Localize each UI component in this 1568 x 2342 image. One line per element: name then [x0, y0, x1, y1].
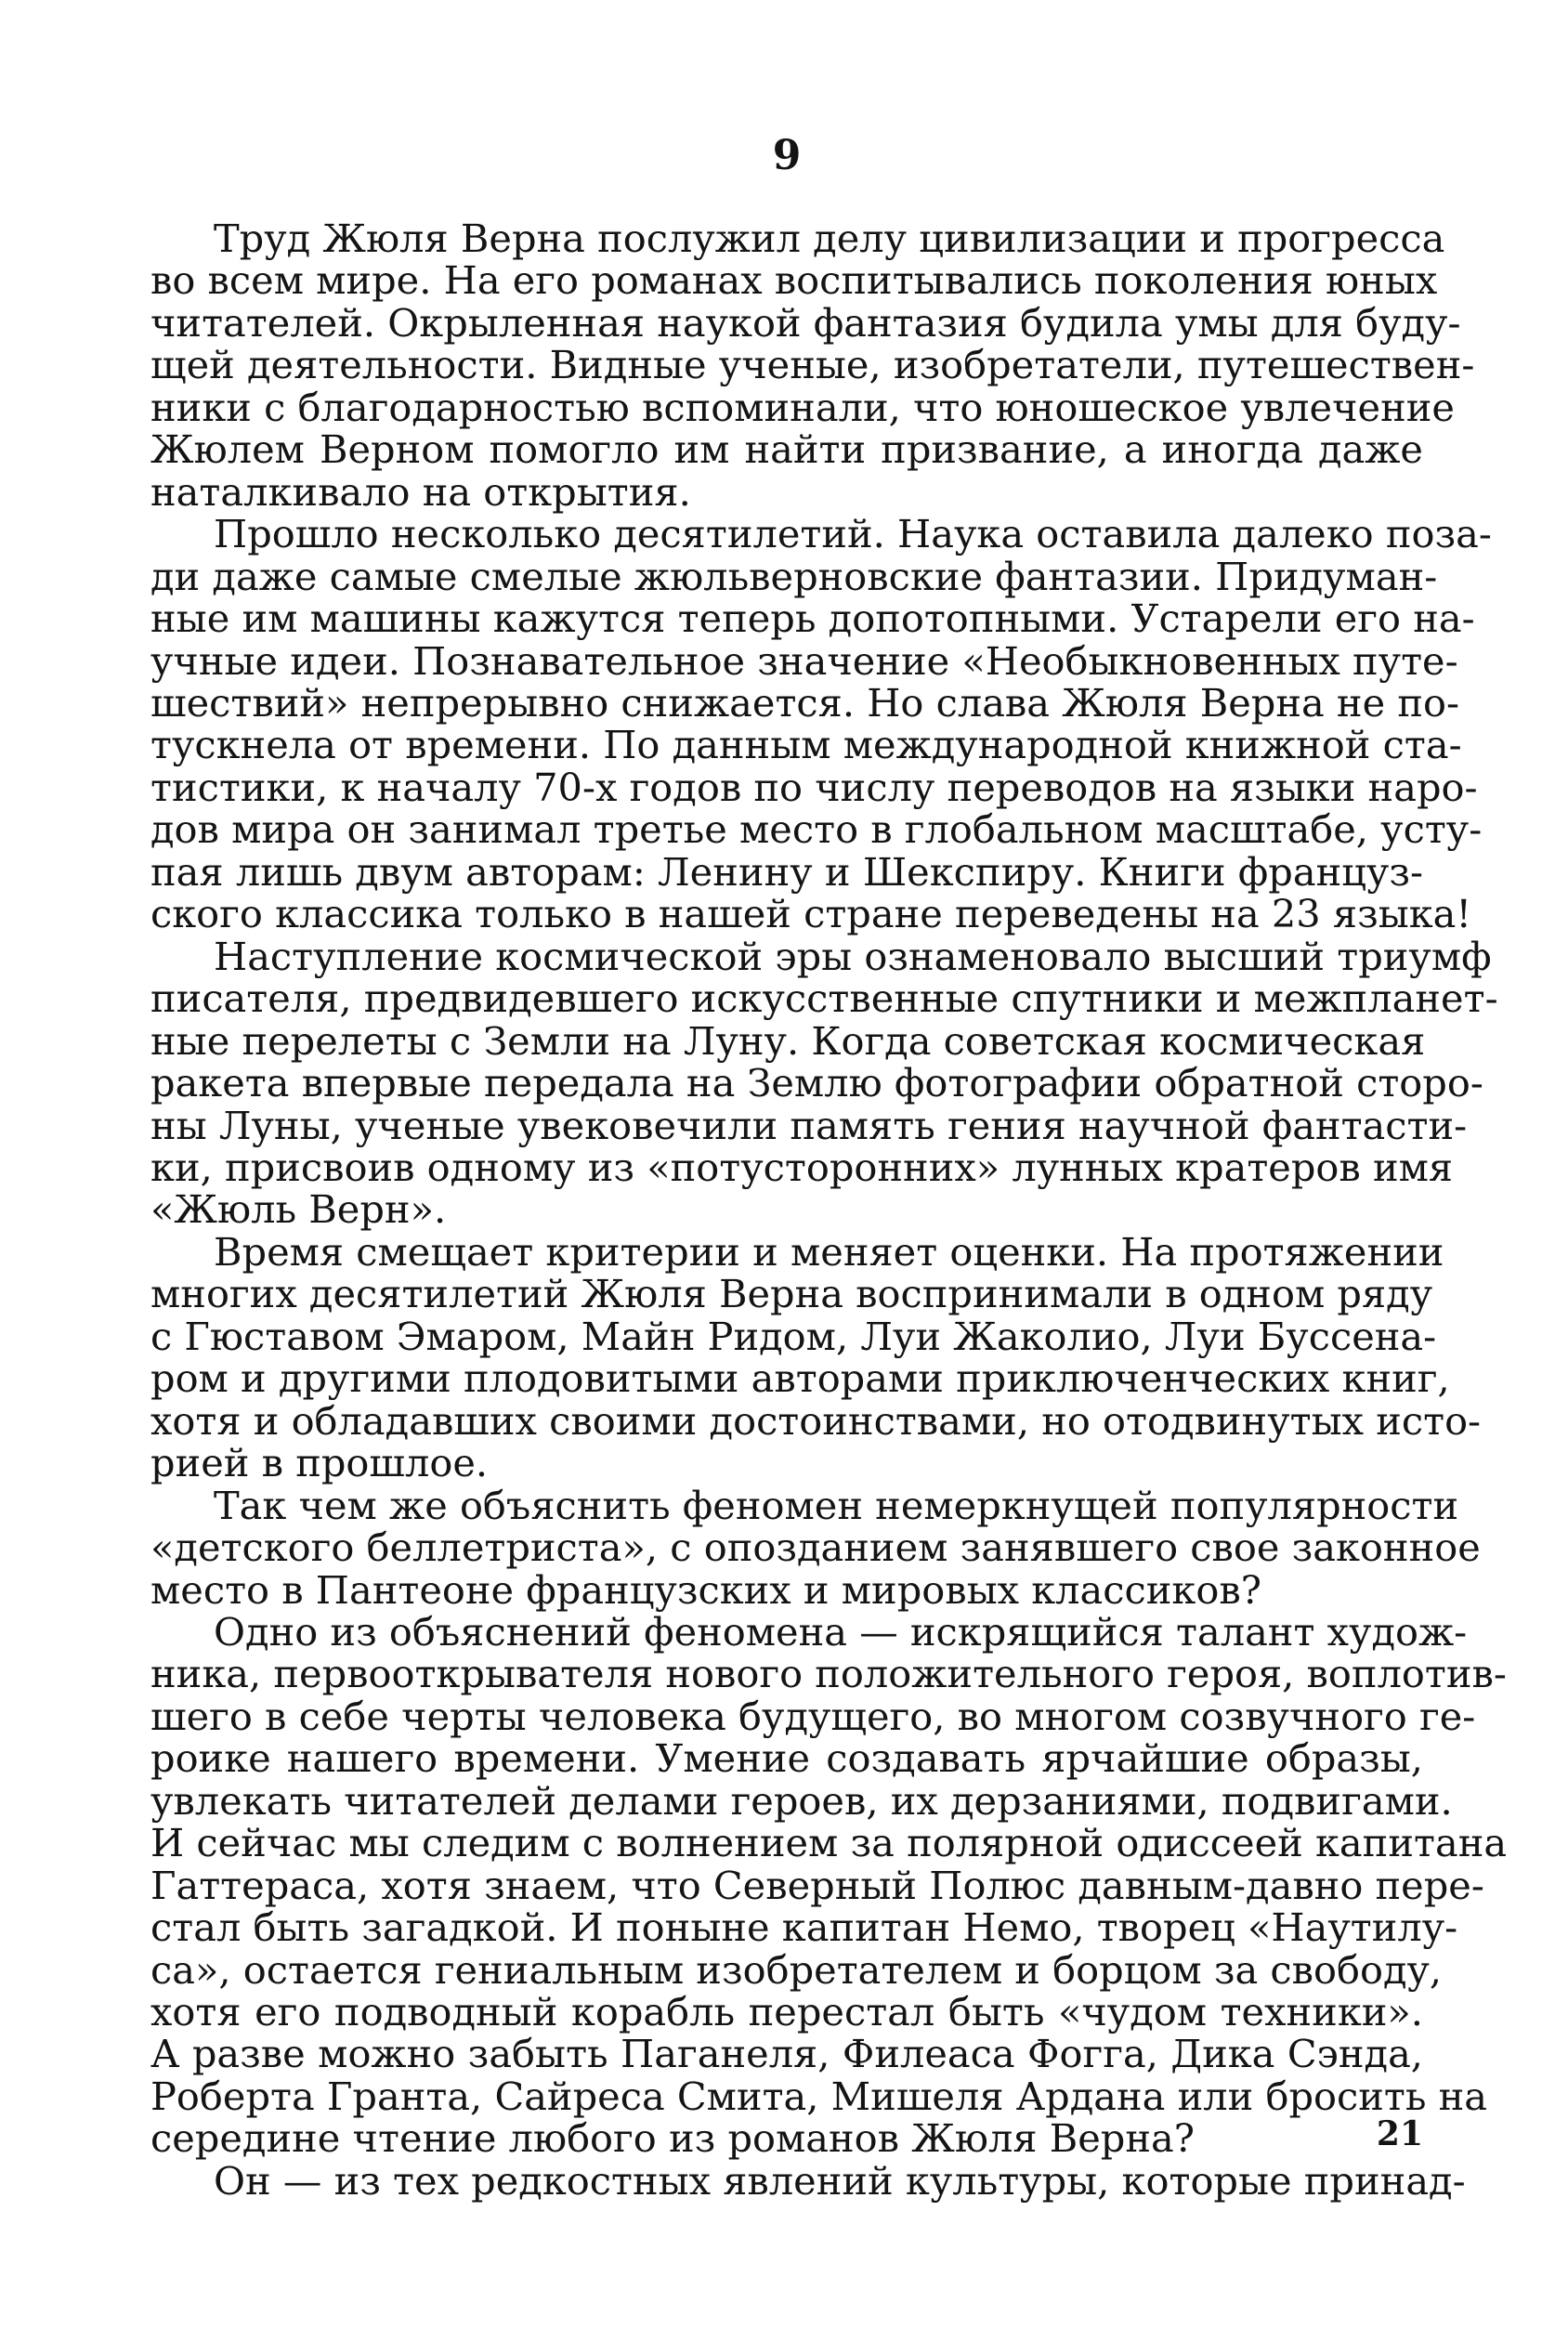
text-line: писателя, предвидевшего искусственные спутники и межпланет-: [150, 975, 1498, 1022]
text-line: ные перелеты с Земли на Луну. Когда советская космическая: [150, 1017, 1426, 1064]
text-line: многих десятилетий Жюля Верна воспринимали в одном ряду: [150, 1271, 1433, 1317]
text-line: тистики, к началу 70-х годов по числу переводов на языки наро-: [150, 764, 1478, 810]
text-line: шего в себе черты человека будущего, во многом созвучного ге-: [150, 1693, 1476, 1739]
text-line: место в Пантеоне французских и мировых классиков?: [150, 1566, 1261, 1613]
page-number: 21: [1376, 2114, 1423, 2153]
text-line: тускнела от времени. По данным международной книжной ста-: [150, 722, 1462, 768]
text-line: во всем мире. На его романах воспитывались поколения юных: [150, 257, 1438, 304]
text-line: ника, первооткрывателя нового положительного героя, воплотив-: [150, 1651, 1507, 1697]
text-line: И сейчас мы следим с волнением за полярной одиссеей капитана: [150, 1820, 1508, 1866]
text-line: наталкивало на открытия.: [150, 468, 691, 515]
text-line: ди даже самые смелые жюльверновские фантазии. Придуман-: [150, 553, 1438, 599]
book-page: [150, 0, 1508, 2342]
text-line: са», остается гениальным изобретателем и борцом за свободу,: [150, 1946, 1443, 1993]
section-number: 9: [772, 132, 802, 179]
text-line: ки, присвоив одному из «потусторонних» лунных кратеров имя: [150, 1144, 1454, 1190]
text-line: стал быть загадкой. И поныне капитан Немо, творец «Наутилу-: [150, 1904, 1458, 1951]
text-line: Одно из объяснений феномена — искрящийся талант худож-: [214, 1608, 1468, 1655]
text-line: с Гюставом Эмаром, Майн Ридом, Луи Жаколио, Луи Буссена-: [150, 1313, 1437, 1359]
text-line: щей деятельности. Видные ученые, изобретатели, путешествен-: [150, 342, 1475, 388]
text-line: шествий» непрерывно снижается. Но слава Жюля Верна не по-: [150, 679, 1460, 726]
text-line: Прошло несколько десятилетий. Наука оставила далеко поза-: [214, 511, 1492, 557]
text-line: ные им машины кажутся теперь допотопными. Устарели его на-: [150, 595, 1475, 642]
text-line: дов мира он занимал третье место в глобальном масштабе, усту-: [150, 806, 1483, 853]
text-line: пая лишь двум авторам: Ленину и Шекспиру. Книги француз-: [150, 848, 1423, 895]
text-line: роике нашего времени. Умение создавать ярчайшие образы,: [150, 1735, 1423, 1782]
text-line: ны Луны, ученые увековечили память гения научной фантасти-: [150, 1102, 1468, 1148]
text-line: ского классика только в нашей стране переведены на 23 языка!: [150, 891, 1472, 937]
text-line: читателей. Окрыленная наукой фантазия будила умы для буду-: [150, 299, 1461, 346]
text-line: увлекать читателей делами героев, их дерзаниями, подвигами.: [150, 1777, 1453, 1824]
text-line: Труд Жюля Верна послужил делу цивилизации и прогресса: [214, 216, 1445, 261]
text-line: ром и другими плодовитыми авторами приключенческих книг,: [150, 1355, 1450, 1402]
text-line: Жюлем Верном помогло им найти призвание, а иногда даже: [150, 426, 1423, 473]
text-line: хотя и обладавших своими достоинствами, но отодвинутых исто-: [150, 1397, 1482, 1444]
body-text: [150, 216, 1508, 2204]
text-line: А разве можно забыть Паганеля, Филеаса Фогга, Дика Сэнда,: [150, 2031, 1423, 2077]
text-line: Он — из тех редкостных явлений культуры, которые принад-: [214, 2157, 1466, 2204]
text-line: Наступление космической эры ознаменовало высший триумф: [214, 933, 1492, 979]
text-line: рией в прошлое.: [150, 1440, 489, 1486]
text-line: ники с благодарностью вспоминали, что юношеское увлечение: [150, 384, 1455, 430]
text-line: середине чтение любого из романов Жюля Верна?: [150, 2115, 1195, 2162]
text-line: учные идеи. Познавательное значение «Необыкновенных путе-: [150, 637, 1458, 684]
text-line: хотя его подводный корабль перестал быть «чудом техники».: [150, 1989, 1423, 2035]
text-line: «Жюль Верн».: [150, 1186, 447, 1233]
text-line: «детского беллетриста», с опозданием занявшего свое законное: [150, 1524, 1481, 1571]
text-line: Время смещает критерии и меняет оценки. На протяжении: [214, 1228, 1444, 1275]
text-line: Так чем же объяснить феномен немеркнущей популярности: [214, 1482, 1459, 1528]
text-line: Роберта Гранта, Сайреса Смита, Мишеля Ардана или бросить на: [150, 2073, 1488, 2119]
text-line: ракета впервые передала на Землю фотографии обратной сторо-: [150, 1060, 1483, 1106]
text-line: Гаттераса, хотя знаем, что Северный Полюс давным-давно пере-: [150, 1862, 1484, 1908]
